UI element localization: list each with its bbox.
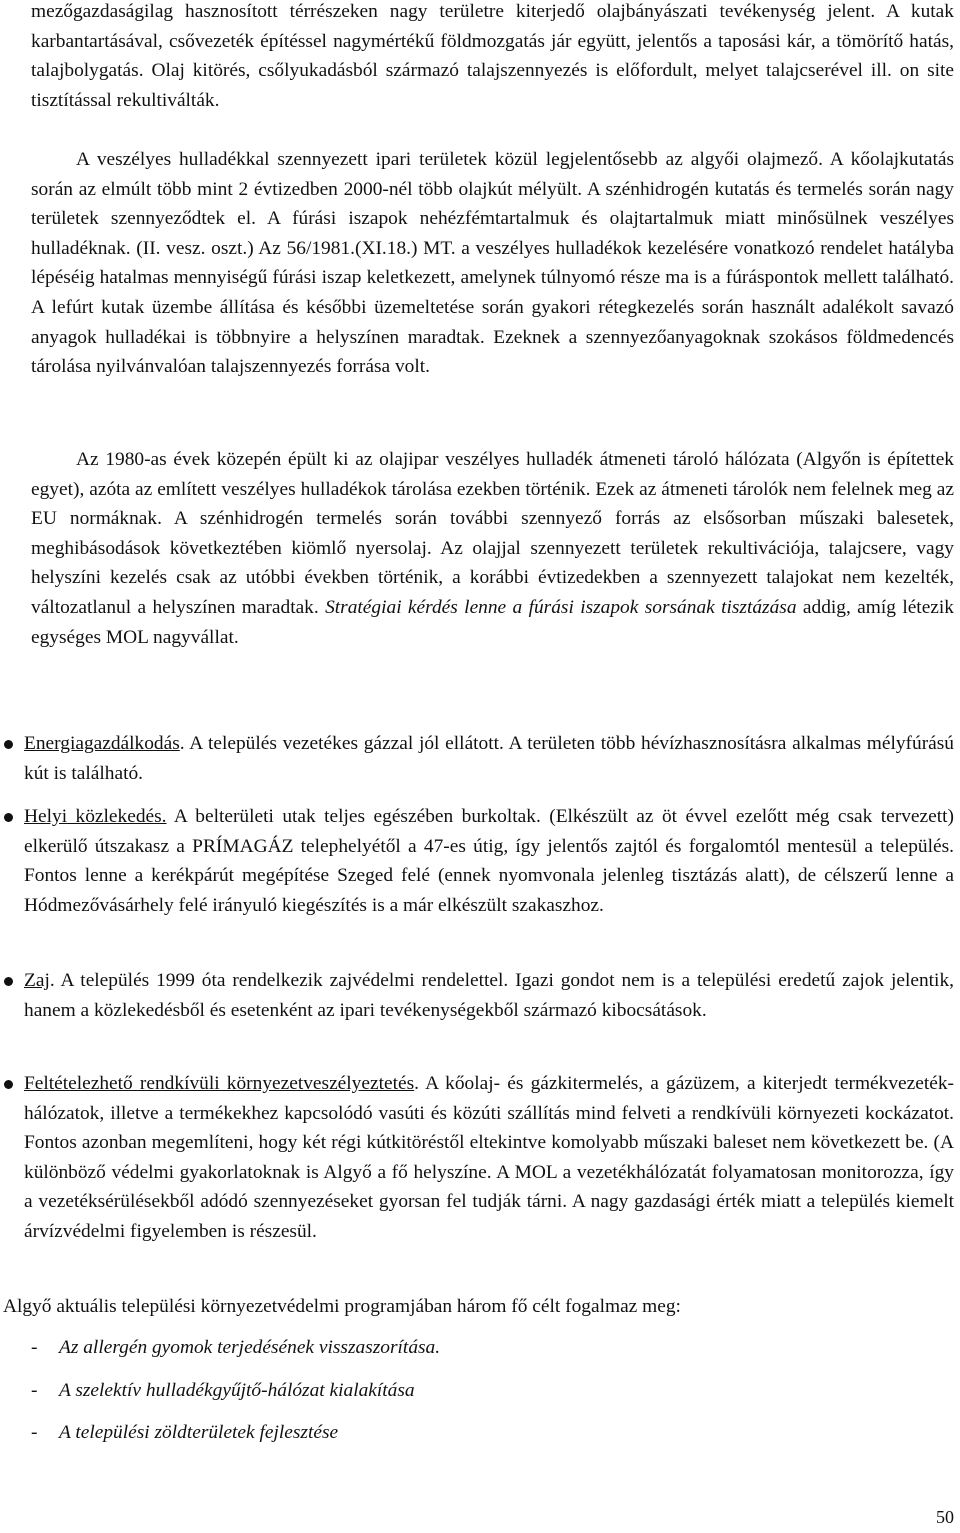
bullet-icon — [4, 813, 13, 822]
goal-item — [0, 1418, 960, 1448]
bullet-body: . A település vezetékes gázzal jól ellátott. A területen több hévízhasznosításra alkalmas mélyfúrású kút is található. — [24, 733, 954, 784]
paragraph-body: Az 1980-as évek közepén épült ki az olajipar veszélyes hulladék átmeneti tároló hálózata (Algyőn is építettek egyet), azóta az említett veszélyes hulladékok tárolása ezekben történik. Ezek az átmeneti tárolók nem felelnek meg az EU normáknak. A szénhidrogén termelés során további szennyező forrás az elsősorban műszaki balesetek, meghibásodások következtében kiömlő nyersolaj. Az olajjal szennyezett területek rekultivációja, talajcsere, vagy helyszíni kezelés csak az utóbbi években történik, a korábbi évtizedekben a szennyezett talajokat nem kezelték, változatlanul a helyszínen maradtak. — [31, 449, 954, 618]
page-number: 50 — [936, 1507, 954, 1527]
bullet-icon — [4, 1080, 13, 1089]
goal-text: A települési zöldterületek fejlesztése — [59, 1422, 339, 1443]
goal-item — [0, 1376, 960, 1406]
bullet-item-noise — [0, 966, 960, 1025]
bullet-icon — [4, 977, 13, 986]
bullet-text — [0, 802, 960, 920]
bullet-body: . A kőolaj- és gázkitermelés, a gázüzem, a kiterjedt termékvezeték-hálózatok, illetve a termékekhez kapcsolódó vasúti és közúti szállítás mind felveti a rendkívüli környezeti kockázatot. Fontos azonban megemlíteni, hogy két régi kútkitöréstől eltekintve komolyabb műszaki baleset nem következett be. (A különböző védelmi gyakorlatoknak is Algyő a fő helyszíne. A MOL a vezetékhálózatát folyamatosan monitorozza, így a vezetéksérülésekből adódó szennyezéseket gyorsan fel tudják tárni. A nagy gazdasági érték miatt a település kiemelt árvízvédelmi figyelemben is részesül. — [24, 1073, 954, 1242]
bullet-item-energy — [0, 729, 960, 788]
dash-marker: - — [31, 1422, 38, 1443]
program-intro — [0, 1292, 960, 1322]
paragraph-oil-mining — [0, 0, 960, 115]
bullet-text — [0, 1069, 960, 1247]
bullet-item-emergency — [0, 1069, 960, 1247]
bullet-text — [0, 966, 960, 1025]
bullet-title: Helyi közlekedés. — [24, 806, 167, 827]
paragraph-hazardous-waste — [0, 145, 960, 382]
bullet-icon — [4, 740, 13, 749]
bullet-title: Feltételezhető rendkívüli környezetveszélyeztetés — [24, 1073, 415, 1094]
goal-text: A szelektív hulladékgyűjtő-hálózat kialakítása — [59, 1380, 415, 1401]
paragraph-waste-storage — [0, 445, 960, 652]
bullet-title: Zaj — [24, 970, 50, 991]
paragraph-text — [31, 445, 954, 652]
paragraph-text: mezőgazdaságilag hasznosított térrészeken nagy területre kiterjedő olajbányászati tevékenység jelent. A kutak karbantartásával, csővezeték építéssel nagymértékű földmozgatás jár együtt, jelentős a taposási kár, a tömörítő hatás, talajbolygatás. Olaj kitörés, csőlyukadásból származó talajszennyezés is előfordult, melyet talajcserével ill. on site tisztítással rekultiválták. — [31, 1, 954, 111]
dash-marker: - — [31, 1380, 38, 1401]
bullet-item-transport — [0, 802, 960, 920]
strategic-question-rest: addig, amíg létezik egységes MOL nagyvállat. — [31, 596, 954, 648]
paragraph-text: A veszélyes hulladékkal szennyezett ipari területek közül legjelentősebb az algyői olajmező. A kőolajkutatás során az elmúlt több mint 2 évtizedben 2000-nél több olajkút mélyült. A szénhidrogén kutatás és termelés során nagy területek szennyeződtek el. A fúrási iszapok nehézfémtartalmuk és olajtartalmuk miatt minősülnek veszélyes hulladéknak. (II. vesz. oszt.) Az 56/1981.(XI.18.) MT. a veszélyes hulladékok kezelésére vonatkozó rendelet hatályba lépéséig hatalmas mennyiségű fúrási iszap keletkezett, amelynek túlnyomó része ma is a fúráspontok mellett található. A lefúrt kutak üzembe állítása és későbbi üzemeltetése során gyakori rétegkezelés során használt adalékolt savazó anyagok hulladékai is többnyire a helyszínen maradtak. Ezeknek a szennyezőanyagoknak szokásos földmedencés tárolása nyilvánvalóan talajszennyezés forrása volt. — [31, 149, 954, 378]
bullet-body: . A település 1999 óta rendelkezik zajvédelmi rendelettel. Igazi gondot nem is a települési eredetű zajok jelentik, hanem a közlekedésből és esetenként az ipari tevékenységekből származó kibocsátások. — [24, 970, 954, 1021]
bullet-title: Energiagazdálkodás — [24, 733, 180, 754]
program-intro-text: Algyő aktuális települési környezetvédelmi programjában három fő célt fogalmaz meg: — [3, 1296, 681, 1317]
dash-marker: - — [31, 1337, 38, 1358]
goal-text: Az allergén gyomok terjedésének visszaszorítása. — [59, 1337, 441, 1358]
bullet-body: A belterületi utak teljes egészében burkoltak. (Elkészült az öt évvel ezelőtt még csak tervezett) elkerülő útszakasz a PRÍMAGÁZ telephelyétől a 47-es útig, így jelentős zajtól és forgalomtól mentesül a település. Fontos lenne a kerékpárút megépítése Szeged felé (ennek nyomvonala jelenleg tisztázás alatt), de célszerű lenne a Hódmezővásárhely felé irányuló kiegészítés is a már elkészült szakaszhoz. — [24, 806, 954, 916]
bullet-text — [0, 729, 960, 788]
goal-item — [0, 1333, 960, 1363]
strategic-question: Stratégiai kérdés lenne a fúrási iszapok sorsának tisztázása — [325, 596, 797, 618]
